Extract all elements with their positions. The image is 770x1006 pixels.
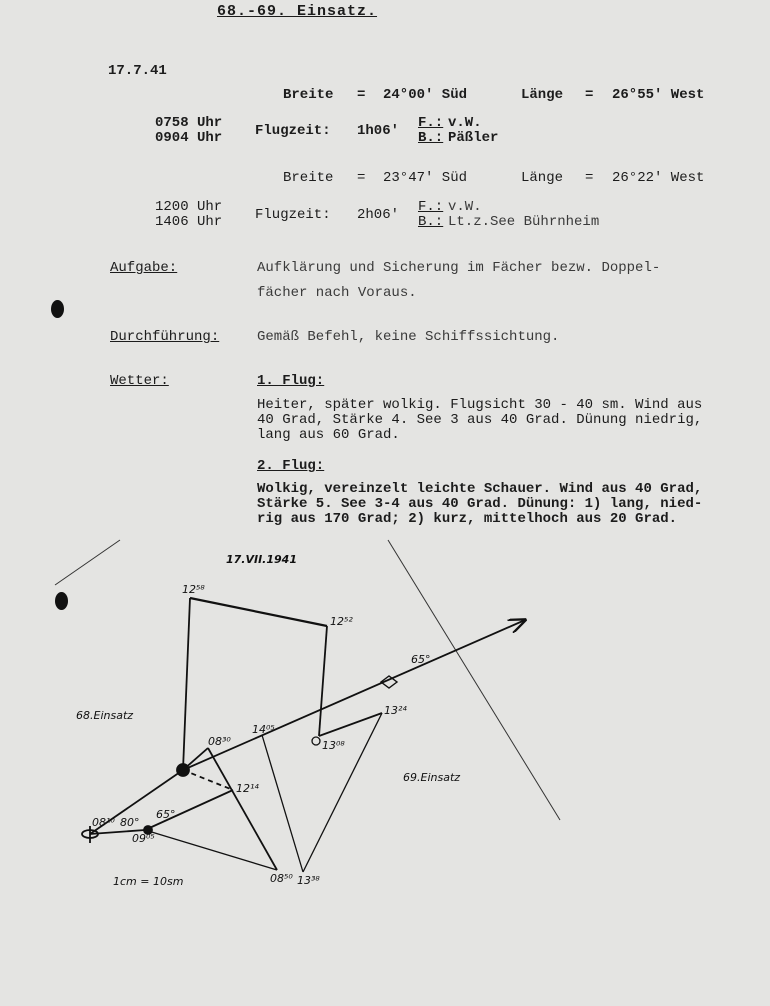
sketch-date: 17.VII.1941	[226, 553, 297, 566]
b-label-1: B.:	[418, 130, 444, 146]
flug2-heading: 2. Flug:	[257, 458, 325, 474]
breite-label-1: Breite	[283, 87, 334, 103]
course-small-label: 65°	[156, 808, 176, 821]
time-label: 13⁰⁸	[322, 739, 345, 752]
route-segment	[262, 735, 303, 872]
end-time-2: 1406 Uhr	[155, 214, 223, 230]
date: 17.7.41	[108, 63, 167, 79]
breite-value-1: 24°00' Süd	[383, 87, 468, 103]
angle-label: 80°	[120, 816, 140, 829]
flug1-heading: 1. Flug:	[257, 373, 325, 389]
eq: =	[357, 87, 366, 103]
flug1-line: lang aus 60 Grad.	[257, 427, 400, 443]
flug2-line: Stärke 5. See 3-4 aus 40 Grad. Dünung: 1) lang, nied-	[257, 496, 703, 512]
time-label: 08⁵⁰	[270, 872, 293, 885]
route-segment	[319, 626, 327, 736]
route-segment	[183, 598, 190, 770]
label-68-einsatz: 68.Einsatz	[76, 709, 134, 722]
flug1-line: Heiter, später wolkig. Flugsicht 30 - 40 sm. Wind aus	[257, 397, 703, 413]
time-label: 08³⁰	[208, 735, 231, 748]
start-time-1: 0758 Uhr	[155, 115, 223, 131]
position-marker	[312, 737, 320, 745]
durchfuehrung-text: Gemäß Befehl, keine Schiffssichtung.	[257, 329, 560, 345]
time-label: 13³⁸	[297, 874, 320, 887]
b-value-2: Lt.z.See Bührnheim	[448, 214, 600, 230]
time-label: 12¹⁴	[236, 782, 259, 795]
aufgabe-line: fächer nach Voraus.	[257, 285, 417, 301]
time-label: 12⁵⁸	[182, 583, 205, 596]
f-label-1: F.:	[418, 115, 444, 131]
flugzeit-label-2: Flugzeit:	[255, 207, 331, 223]
laenge-value-2: 26°22' West	[612, 170, 705, 186]
time-label: 14⁰⁵	[252, 723, 275, 736]
durchfuehrung-label: Durchführung:	[110, 329, 220, 345]
stray-line	[55, 540, 120, 585]
document-title: 68.-69. Einsatz.	[217, 3, 378, 20]
time-label: 08¹⁰	[92, 816, 115, 829]
end-time-1: 0904 Uhr	[155, 130, 223, 146]
flug2-line: Wolkig, vereinzelt leichte Schauer. Wind aus 40 Grad,	[257, 481, 703, 497]
aufgabe-label: Aufgabe:	[110, 260, 178, 276]
breite-value-2: 23°47' Süd	[383, 170, 468, 186]
b-value-1: Päßler	[448, 130, 499, 146]
b-label-2: B.:	[418, 214, 444, 230]
flugzeit-value-2: 2h06'	[357, 207, 400, 223]
hub-marker	[177, 764, 189, 776]
time-label: 13²⁴	[384, 704, 407, 717]
laenge-label-1: Länge	[521, 87, 564, 103]
f-value-1: v.W.	[448, 115, 482, 131]
time-label: 12⁵²	[330, 615, 353, 628]
start-time-2: 1200 Uhr	[155, 199, 223, 215]
time-label: 09⁰⁵	[132, 832, 155, 845]
f-value-2: v.W.	[448, 199, 482, 215]
eq: =	[585, 87, 594, 103]
breite-label-2: Breite	[283, 170, 334, 186]
flugzeit-label-1: Flugzeit:	[255, 123, 331, 139]
eq: =	[585, 170, 594, 186]
course-main-label: 65°	[411, 653, 431, 666]
wetter-label: Wetter:	[110, 373, 169, 389]
flug2-line: rig aus 170 Grad; 2) kurz, mittelhoch aus 20 Grad.	[257, 511, 678, 527]
flug1-line: 40 Grad, Stärke 4. See 3 aus 40 Grad. Dünung niedrig,	[257, 412, 703, 428]
flugzeit-value-1: 1h06'	[357, 123, 400, 139]
laenge-value-1: 26°55' West	[612, 87, 705, 103]
label-69-einsatz: 69.Einsatz	[403, 771, 461, 784]
laenge-label-2: Länge	[521, 170, 564, 186]
course-line	[183, 620, 525, 770]
eq: =	[357, 170, 366, 186]
aufgabe-line: Aufklärung und Sicherung im Fächer bezw. Doppel-	[257, 260, 661, 276]
route-segment	[190, 598, 327, 626]
scale-label: 1cm = 10sm	[113, 875, 184, 888]
f-label-2: F.:	[418, 199, 444, 215]
